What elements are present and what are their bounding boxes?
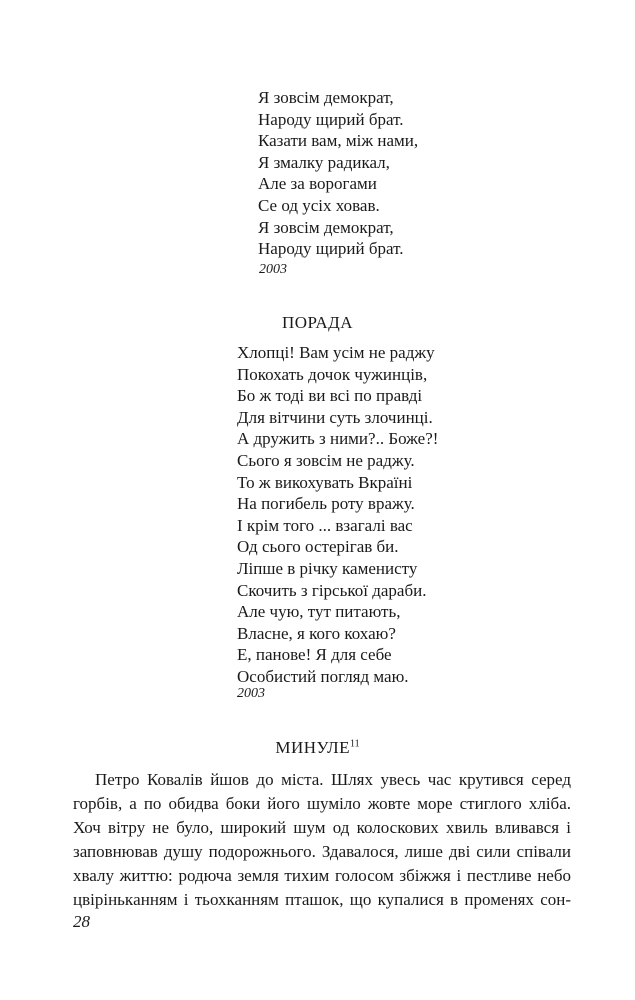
- poem-line: Скочить з гірської дараби.: [237, 580, 427, 600]
- prose-line: горбів, а по обидва боки його шуміло жовте море стиглого хліба.: [73, 794, 571, 813]
- poem-line: Се од усіх ховав.: [258, 195, 380, 215]
- poem-line: Хлопці! Вам усім не раджу: [237, 343, 435, 362]
- poem-line: Я зовсім демократ,: [258, 88, 394, 107]
- poem-line: Е, панове! Я для себе: [237, 645, 392, 665]
- poem-line: Народу щирий брат.: [258, 239, 404, 259]
- poem-line: Але чую, тут питають,: [237, 602, 401, 622]
- poem-line: Я змалку радикал,: [258, 152, 390, 172]
- poem-line: То ж викохувать Вкраїні: [237, 472, 413, 492]
- poem-line: Але за ворогами: [258, 174, 377, 194]
- poem-line: А дружить з ними?.. Боже?!: [237, 429, 439, 449]
- poem-line: Покохать дочок чужинців,: [237, 364, 428, 384]
- poem-line: Казати вам, між нами,: [258, 131, 419, 151]
- poem-line: Власне, я кого кохаю?: [237, 623, 396, 643]
- prose-line: цвірінькaнням і тьохканням пташок, що купалися в променях сон-: [73, 890, 571, 909]
- poem-line: Особистий погляд маю.: [237, 666, 409, 686]
- poem-line: І крім того ... взагалі вас: [237, 515, 413, 535]
- story-title-text: МИНУЛЕ: [275, 738, 351, 757]
- poem-line: Сього я зовсім не раджу.: [237, 450, 415, 470]
- poem-democrat: [258, 87, 418, 260]
- prose-line: хвалу життю: родюча земля тихим голосом збіжжя і пестливе небо: [73, 866, 571, 885]
- page-number: 28: [73, 912, 90, 931]
- prose-line: Хоч вітру не було, широкий шум од колоскових хвиль вливався і: [73, 818, 571, 837]
- poem-line: Ліпше в річку каменисту: [237, 558, 418, 578]
- prose-line: Петро Ковалів йшов до міста. Шлях увесь час крутився серед: [95, 770, 571, 789]
- poem-line: На погибель роту вражу.: [237, 494, 415, 514]
- poem-line: Од сього остерігав би.: [237, 537, 399, 557]
- poem-date: 2003: [259, 262, 287, 277]
- story-title: [0, 738, 635, 758]
- poem-line: Народу щирий брат.: [258, 109, 404, 129]
- poem-title: ПОРАДА: [282, 313, 353, 332]
- poem-porada: [237, 342, 438, 688]
- poem-line: Я зовсім демократ,: [258, 217, 394, 237]
- poem-date: 2003: [237, 686, 265, 701]
- poem-line: Для вітчини суть злочинці.: [237, 407, 433, 427]
- footnote-reference[interactable]: 11: [350, 738, 360, 750]
- poem-line: Бо ж тоді ви всі по правді: [237, 386, 423, 406]
- prose-line: заповнював душу подорожнього. Здавалося, лише дві сили співали: [73, 842, 571, 861]
- story-paragraph: [73, 768, 571, 912]
